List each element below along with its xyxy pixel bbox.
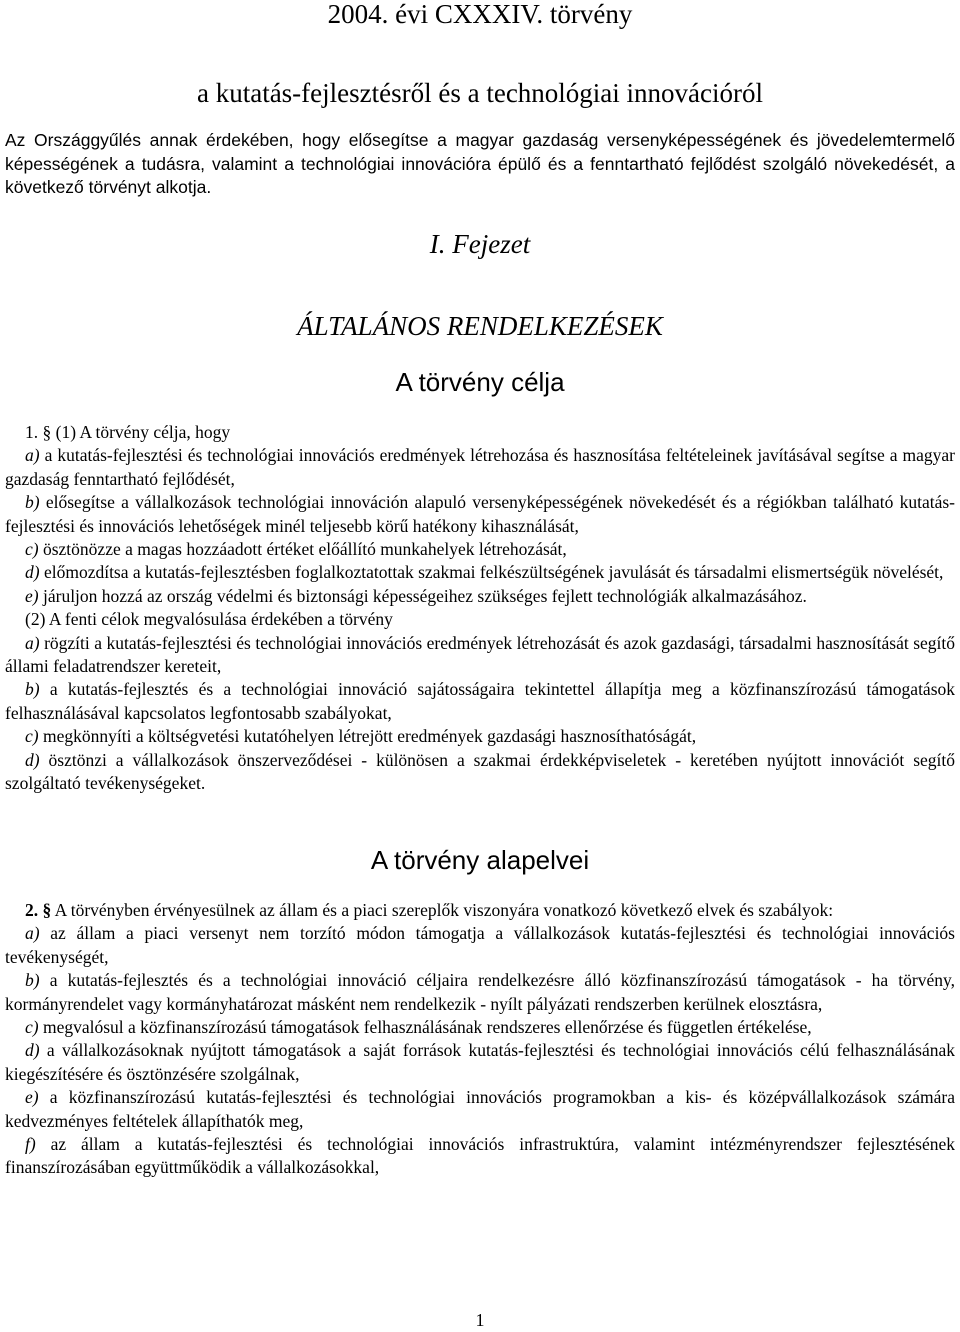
list-item bbox=[5, 585, 955, 608]
item-text: előmozdítsa a kutatás-fejlesztésben foglalkoztatottak szakmai felkészültségének javulását és társadalmi elismertségük növelését, bbox=[43, 562, 944, 583]
section-1-paragraph-2-intro: (2) A fenti célok megvalósulása érdekében a törvény bbox=[25, 609, 393, 630]
section-sign: § bbox=[42, 422, 52, 442]
section-2-intro bbox=[5, 899, 955, 922]
page-number: 1 bbox=[475, 1310, 485, 1330]
item-label: b) bbox=[25, 970, 40, 991]
list-item bbox=[5, 491, 955, 538]
section-1-paragraph-1-intro bbox=[5, 421, 955, 444]
item-label: d) bbox=[25, 1040, 40, 1061]
list-item bbox=[5, 444, 955, 491]
item-text: megkönnyíti a költségvetési kutatóhelyen létrejött eredmények gazdasági hasznosíthatóságát, bbox=[42, 726, 697, 747]
list-item bbox=[5, 1016, 955, 1039]
item-text: a kutatás-fejlesztési és technológiai innovációs eredmények létrehozása és hasznosítása feltételeinek javításával segítse a magyar gazdaság fenntartható fejlődését, bbox=[5, 445, 955, 489]
item-label: e) bbox=[25, 1087, 39, 1108]
list-item bbox=[5, 678, 955, 725]
item-text: a vállalkozásoknak nyújtott támogatások a saját források kutatás-fejlesztési és technológiai innovációs célú felhasználásának kiegészítésére és ösztönzésére szolgálnak, bbox=[5, 1040, 956, 1084]
item-label: d) bbox=[25, 562, 40, 583]
list-item bbox=[5, 725, 955, 748]
section-2-body bbox=[5, 899, 955, 1180]
item-label: a) bbox=[25, 632, 40, 653]
item-text: a kutatás-fejlesztés és a technológiai innováció sajátosságaira tekintettel állapítja meg a közfinanszírozású támogatások felhasználásával kapcsolatos legfontosabb szabályokat, bbox=[5, 679, 956, 723]
item-text: járuljon hozzá az ország védelmi és biztonsági képességeihez szükséges fejlett technológiák alkalmazásához. bbox=[42, 585, 807, 606]
item-label: a) bbox=[25, 923, 40, 944]
item-label: a) bbox=[25, 445, 40, 466]
item-label: b) bbox=[25, 679, 40, 700]
law-number: 2004. évi CXXXIV. törvény bbox=[327, 0, 633, 29]
item-text: elősegítse a vállalkozások technológiai innováción alapuló versenyképességének növekedését és a régiókban található kutatás-fejlesztési és innovációs lehetőségek minél teljesebb körű hatékony kihasználását, bbox=[5, 492, 955, 536]
section-number: 2. bbox=[25, 900, 39, 920]
section-number: 1. bbox=[25, 422, 39, 442]
item-label: c) bbox=[25, 1017, 39, 1038]
list-item bbox=[5, 922, 955, 969]
law-subject: a kutatás-fejlesztésről és a technológiai innovációról bbox=[196, 78, 764, 108]
item-text: rögzíti a kutatás-fejlesztési és technológiai innovációs eredmények létrehozását és azok gazdasági, társadalmi hasznosítását segítő állami feladatrendszer kereteit, bbox=[5, 632, 955, 677]
item-text: a közfinanszírozású kutatás-fejlesztési és technológiai innovációs programokban a kis- és középvállalkozások számára kedvezményes feltételek állapíthatók meg, bbox=[5, 1087, 955, 1131]
section-1-body bbox=[5, 421, 955, 796]
list-item bbox=[5, 561, 955, 584]
section-sign: § bbox=[42, 900, 52, 920]
list-item bbox=[5, 538, 955, 561]
list-item bbox=[5, 1039, 955, 1086]
item-text: ösztönzi a vállalkozások önszerveződései - különösen a szakmai érdekképviseletek - keretében nyújtott innovációt segítő szolgáltató tevékenységeket. bbox=[5, 749, 956, 794]
item-label: d) bbox=[25, 749, 40, 770]
item-label: c) bbox=[25, 726, 39, 747]
item-text: megvalósul a közfinanszírozású támogatások felhasználásának rendszeres ellenőrzése és független értékelése, bbox=[42, 1017, 812, 1038]
item-label: c) bbox=[25, 539, 39, 560]
item-text: az állam a kutatás-fejlesztési és technológiai innovációs infrastruktúra, valamint intézményrendszer fejlesztésének finanszírozásában együttműködik a vállalkozásokkal, bbox=[5, 1134, 956, 1178]
paragraph-text: (1) A törvény célja, hogy bbox=[55, 422, 231, 442]
item-label: f) bbox=[25, 1134, 36, 1155]
list-item bbox=[5, 1133, 955, 1180]
item-text: a kutatás-fejlesztés és a technológiai innováció céljaira rendelkezésre álló közfinanszírozású támogatások - ha törvény, kormányrendelet vagy kormányhatározat másként nem rendelkezik - nyílt pályázati rendszerben kerülnek elosztásra, bbox=[5, 970, 956, 1014]
preamble: Az Országgyűlés annak érdekében, hogy elősegítse a magyar gazdaság versenyképességének és jövedelemtermelő képességének a tudásra, valamint a technológiai innovációra épülő és a fenntartható fejlődést szolgáló növekedését, a következő törvényt alkotja. bbox=[5, 130, 955, 197]
list-item bbox=[5, 969, 955, 1016]
section-heading: A törvény alapelvei bbox=[370, 845, 590, 875]
paragraph-text: A törvényben érvényesülnek az állam és a piaci szereplők viszonyára vonatkozó következő elvek és szabályok: bbox=[54, 900, 834, 920]
item-label: e) bbox=[25, 585, 39, 606]
chapter-title: ÁLTALÁNOS RENDELKEZÉSEK bbox=[297, 311, 663, 341]
item-text: ösztönözze a magas hozzáadott értéket előállító munkahelyek létrehozását, bbox=[42, 539, 567, 560]
list-item bbox=[5, 1086, 955, 1133]
item-text: az állam a piaci versenyt nem torzító módon támogatja a vállalkozások kutatás-fejlesztési és technológiai innovációs tevékenységét, bbox=[5, 923, 955, 967]
list-item bbox=[5, 749, 955, 796]
section-heading: A törvény célja bbox=[395, 367, 565, 397]
list-item bbox=[5, 632, 955, 679]
item-label: b) bbox=[25, 492, 40, 513]
chapter-number: I. Fejezet bbox=[429, 229, 531, 259]
